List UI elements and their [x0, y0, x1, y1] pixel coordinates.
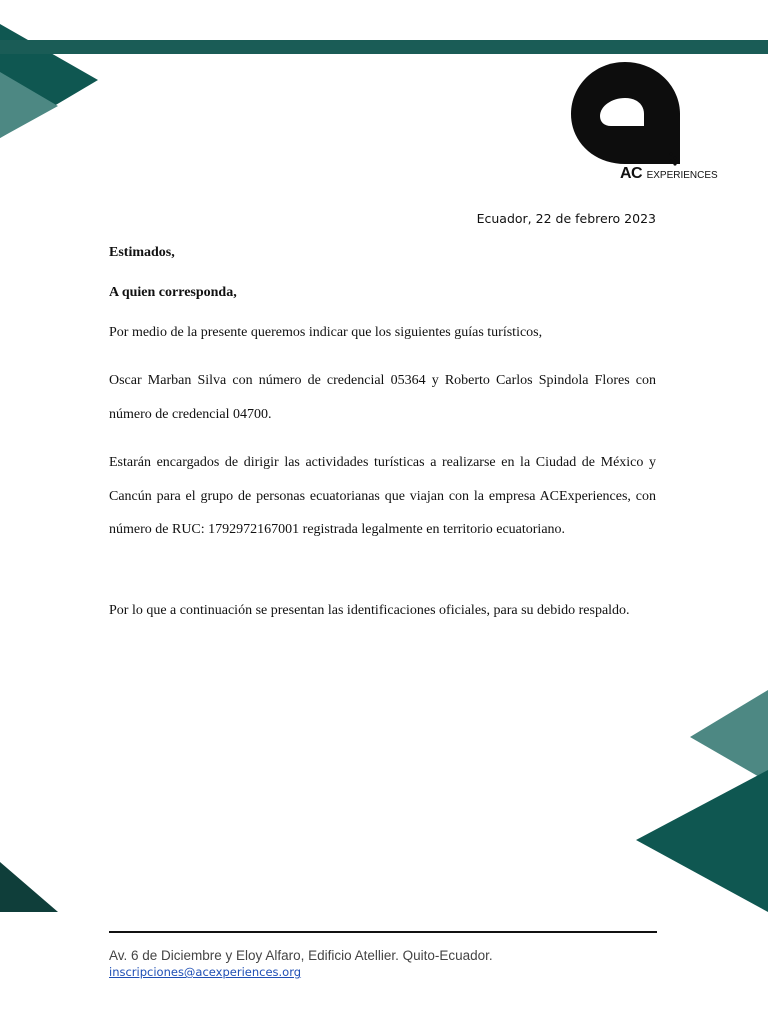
footer-address: Av. 6 de Diciembre y Eloy Alfaro, Edificio Atellier. Quito-Ecuador. [109, 948, 493, 963]
footer-divider [109, 931, 657, 933]
letter-date: Ecuador, 22 de febrero 2023 [476, 211, 656, 226]
intro-paragraph: Por medio de la presente queremos indicar que los siguientes guías turísticos, [109, 325, 543, 340]
logo-word: AC [620, 165, 643, 182]
greeting: Estimados, [109, 245, 175, 260]
body-paragraph: Estarán encargados de dirigir las actividades turísticas a realizarse en la Ciudad de México y Cancún para el grupo de personas ecuatorianas que viajan con la empresa ACExperiences, con número de RUC: 1792972167001 registrada legalmente en territorio ecuatoriano. [109, 455, 656, 537]
top-accent-bar [0, 40, 768, 54]
logo-wordmark [620, 165, 718, 183]
footer-email-link[interactable]: inscripciones@acexperiences.org [109, 965, 302, 979]
right-dark-triangle [636, 770, 768, 912]
bottom-left-dark-triangle [0, 862, 58, 912]
closing-paragraph: Por lo que a continuación se presentan las identificaciones oficiales, para su debido respaldo. [109, 603, 630, 618]
right-light-triangle [690, 690, 768, 782]
guides-paragraph: Oscar Marban Silva con número de credencial 05364 y Roberto Carlos Spindola Flores con número de credencial 04700. [109, 373, 656, 422]
logo-suffix: EXPERIENCES [646, 170, 718, 181]
salutation: A quien corresponda, [109, 285, 237, 300]
